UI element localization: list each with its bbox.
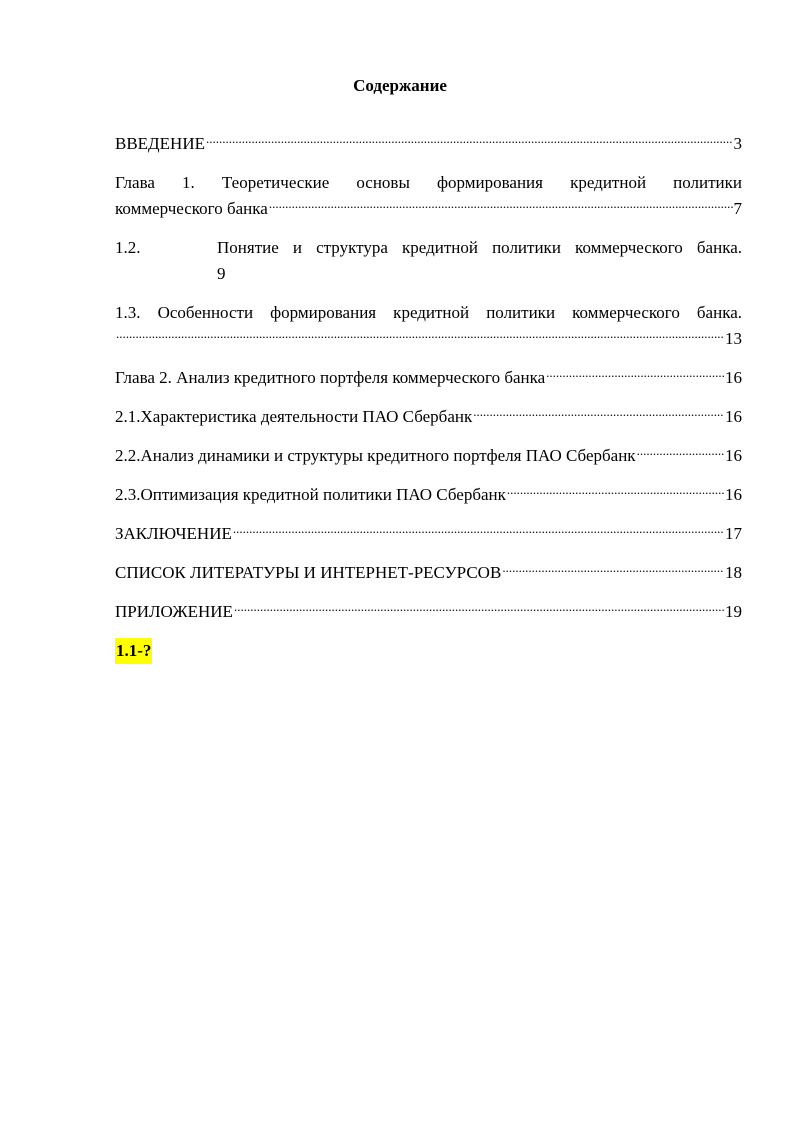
toc-entry-chapter-1[interactable] [115, 170, 742, 222]
toc-entry-label: 2.3.Оптимизация кредитной политики ПАО Сбербанк [115, 485, 506, 504]
toc-entry-section-2-2[interactable] [115, 443, 742, 469]
dot-leader [637, 447, 724, 461]
toc-entry-intro[interactable] [115, 131, 742, 157]
dot-leader [507, 486, 724, 500]
toc-entry-appendix[interactable] [115, 599, 742, 625]
toc-entry-references[interactable] [115, 560, 742, 586]
toc-page-number: 3 [733, 134, 742, 153]
toc-entry-label: 1.3. Особенности формирования кредитной политики коммерческого банка. [115, 303, 742, 322]
toc-page-number: 19 [725, 602, 742, 621]
toc-section-number: 1.2. [115, 238, 141, 257]
toc-entry-section-2-1[interactable] [115, 404, 742, 430]
note-text: 1.1-? [115, 638, 152, 664]
toc-entry-section-1-2[interactable] [115, 235, 742, 287]
toc-page-number: 7 [733, 199, 742, 218]
toc-page-number: 16 [725, 485, 742, 504]
toc-entry-section-1-3[interactable] [115, 300, 742, 352]
toc-page-number: 16 [725, 407, 742, 426]
toc-entry-conclusion[interactable] [115, 521, 742, 547]
dot-leader [546, 369, 724, 383]
dot-leader [234, 603, 724, 617]
dot-leader [206, 135, 733, 149]
toc-page-number: 17 [725, 524, 742, 543]
toc-page-number: 16 [725, 446, 742, 465]
dot-leader [116, 330, 724, 344]
page-title: Содержание [353, 76, 447, 95]
dot-leader [473, 408, 724, 422]
toc-page-number: 16 [725, 368, 742, 387]
toc-entry-label: Понятие и структура кредитной политики коммерческого банка. [217, 238, 742, 257]
highlighted-note [115, 638, 742, 664]
toc-entry-label: ВВЕДЕНИЕ [115, 134, 205, 153]
toc-entry-label-line2: коммерческого банка [115, 199, 268, 218]
toc-entry-section-2-3[interactable] [115, 482, 742, 508]
toc-entry-chapter-2[interactable] [115, 365, 742, 391]
dot-leader [502, 564, 724, 578]
table-of-contents [115, 131, 742, 664]
toc-page-number: 13 [725, 329, 742, 348]
toc-page-number: 9 [217, 264, 226, 283]
toc-entry-label-line1: Глава 1. Теоретические основы формирования кредитной политики [115, 173, 742, 192]
toc-page-number: 18 [725, 563, 742, 582]
dot-leader [233, 525, 724, 539]
toc-entry-label: Глава 2. Анализ кредитного портфеля коммерческого банка [115, 368, 546, 387]
toc-entry-label: СПИСОК ЛИТЕРАТУРЫ И ИНТЕРНЕТ-РЕСУРСОВ [115, 563, 502, 582]
toc-entry-label: ЗАКЛЮЧЕНИЕ [115, 524, 232, 543]
toc-entry-label: 2.2.Анализ динамики и структуры кредитного портфеля ПАО Сбербанк [115, 446, 636, 465]
dot-leader [269, 200, 733, 214]
toc-entry-label: 2.1.Характеристика деятельности ПАО Сбербанк [115, 407, 473, 426]
toc-entry-label: ПРИЛОЖЕНИЕ [115, 602, 233, 621]
